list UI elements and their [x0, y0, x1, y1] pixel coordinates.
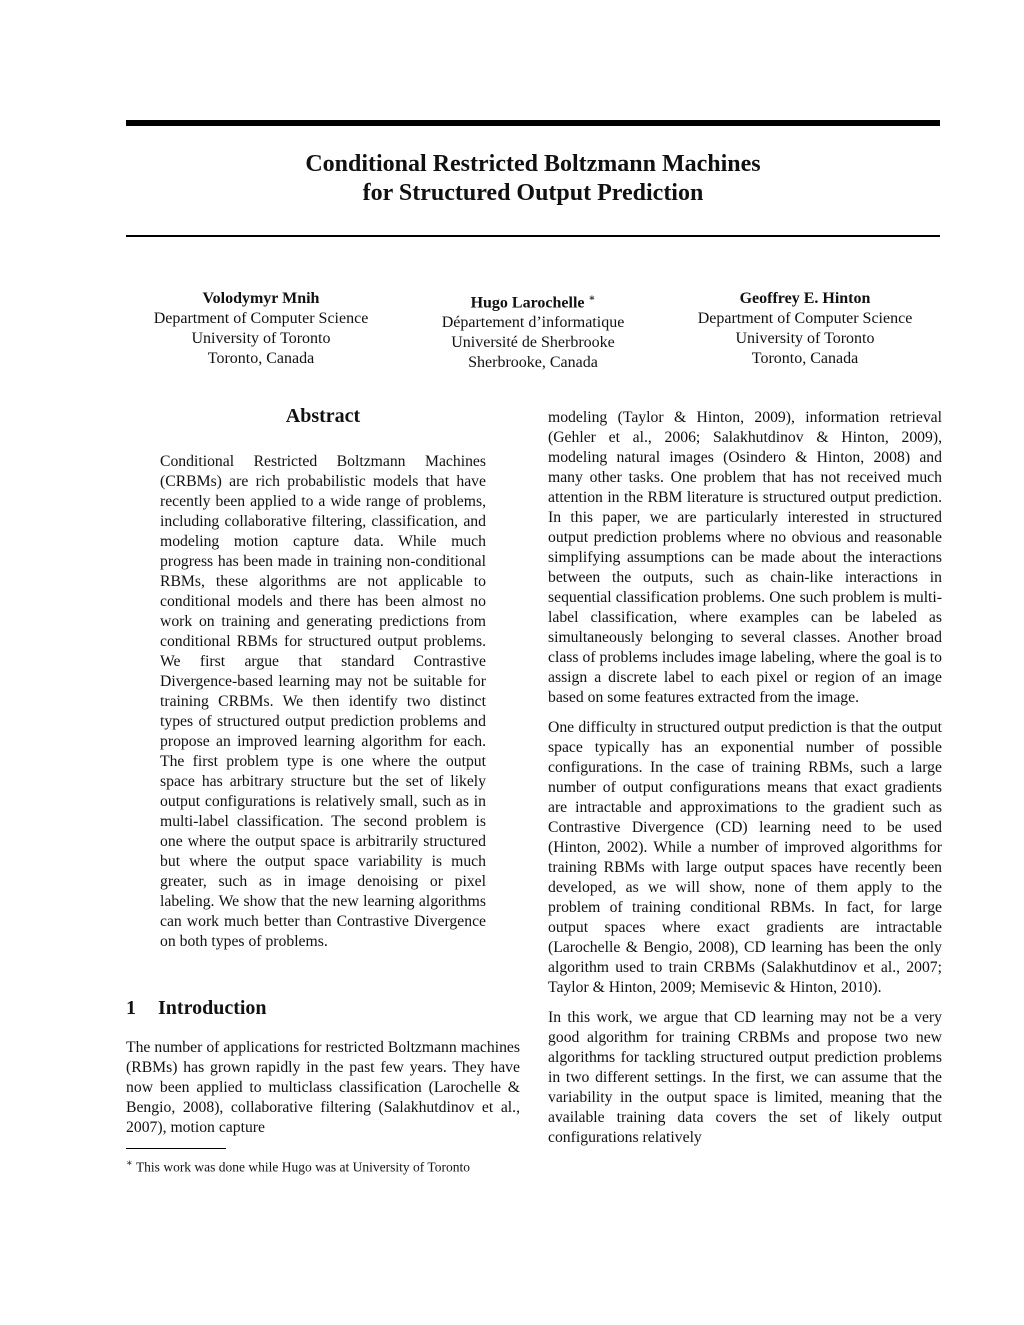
- author-university: Université de Sherbrooke: [451, 334, 615, 352]
- footnote-mark: ∗: [126, 1158, 133, 1169]
- section-title: Introduction: [158, 997, 267, 1019]
- author-1: [126, 289, 396, 373]
- author-department: Department of Computer Science: [153, 310, 369, 327]
- author-department: Department of Computer Science: [697, 310, 913, 327]
- title-line-1: Conditional Restricted Boltzmann Machines: [305, 151, 761, 177]
- author-name: Geoffrey E. Hinton: [739, 290, 871, 307]
- author-location: Toronto, Canada: [207, 350, 315, 367]
- author-3: [670, 289, 940, 373]
- intro-paragraph-1: The number of applications for restricted Boltzmann machines (RBMs) has grown rapidly in the past few years. They have now been applied to multiclass classification (Larochelle & Bengio, 2008), collaborative filtering (Salakhutdinov et al., 2007), motion capture: [126, 1039, 520, 1136]
- abstract-text: Conditional Restricted Boltzmann Machines (CRBMs) are rich probabilistic models that have recently been applied to a wide range of problems, including collaborative filtering, classification, and modeling motion capture data. While much progress has been made in training non-conditional RBMs, these algorithms are not applicable to conditional models and there has been almost no work on training and generating predictions from conditional RBMs for structured output problems. We first argue that standard Contrastive Divergence-based learning may not be suitable for training CRBMs. We then identify two distinct types of structured output prediction problems and propose an improved learning algorithm for each. The first problem type is one where the output space has arbitrary structure but the set of likely output configurations is relatively small, such as in multi-label classification. The second problem is one where the output space is arbitrarily structured but where the output space variability is much greater, such as in image denoising or pixel labeling. We show that the new learning algorithms can work much better than Contrastive Divergence on both types of problems.: [160, 453, 486, 950]
- section-number: 1: [126, 997, 136, 1019]
- paper-title: [126, 150, 940, 208]
- author-location: Sherbrooke, Canada: [468, 354, 598, 372]
- author-department: Département d’informatique: [441, 314, 625, 332]
- author-name: Hugo Larochelle: [470, 294, 585, 312]
- abstract-heading: Abstract: [285, 405, 361, 427]
- author-university: University of Toronto: [735, 330, 875, 347]
- author-university: University of Toronto: [191, 330, 331, 347]
- left-column: [126, 404, 520, 1176]
- section-heading-introduction: [126, 996, 520, 1020]
- intro-paragraph-3: In this work, we argue that CD learning may not be a very good algorithm for training CRBMs and propose two new algorithms for tackling structured output prediction problems in two different settings. In the first, we can assume that the variability in the output space is limited, meaning that the available training data covers the set of likely output configurations relatively: [548, 1009, 942, 1146]
- author-location: Toronto, Canada: [751, 350, 859, 367]
- title-line-2: for Structured Output Prediction: [362, 180, 704, 206]
- footnote-marker: ∗: [588, 293, 596, 304]
- author-2: [398, 289, 668, 373]
- intro-paragraph-2: One difficulty in structured output prediction is that the output space typically has an exponential number of possible configurations. In the case of training RBMs, such a large number of output configurations means that exact gradients are intractable and approximations to the gradient such as Contrastive Divergence (CD) learning need to be used (Hinton, 2002). While a number of improved algorithms for training RBMs with large output spaces have recently been developed, as we will show, none of them apply to the problem of training conditional RBMs. In fact, for large output spaces where exact gradients are intractable (Larochelle & Bengio, 2008), CD learning has been the only algorithm used to train CRBMs (Salakhutdinov et al., 2007; Taylor & Hinton, 2009; Memisevic & Hinton, 2010).: [548, 719, 942, 996]
- footnote-text: This work was done while Hugo was at University of Toronto: [135, 1159, 470, 1175]
- title-bottom-rule: [126, 235, 940, 237]
- author-name: Volodymyr Mnih: [202, 290, 320, 307]
- right-column: [548, 408, 942, 1158]
- author-block: [126, 289, 940, 373]
- footnote-rule: [126, 1148, 226, 1149]
- intro-paragraph-1-continued: modeling (Taylor & Hinton, 2009), information retrieval (Gehler et al., 2006; Salakhutdinov & Hinton, 2009), modeling natural images (Osindero & Hinton, 2008) and many other tasks. One problem that has not received much attention in the RBM literature is structured output prediction. In this paper, we are particularly interested in structured output prediction problems where no obvious and reasonable simplifying assumptions can be made about the interactions between the outputs, such as chain-like interactions in sequential classification problems. One such problem is multi-label classification, where examples can be labeled as simultaneously belonging to several classes. Another broad class of problems includes image labeling, where the goal is to assign a discrete label to each pixel or region of an image based on some features extracted from the image.: [548, 409, 942, 706]
- footnote: [126, 1155, 520, 1176]
- title-top-rule: [126, 120, 940, 126]
